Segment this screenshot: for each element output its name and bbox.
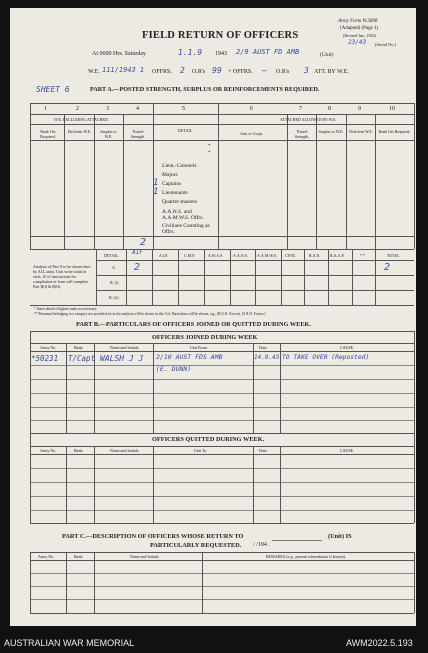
note-highest-ranks: * Insert detail of highest ranks as necessary. bbox=[34, 307, 98, 311]
col-number-1: 1 bbox=[44, 106, 47, 112]
we-hand: 111/1943 1 bbox=[102, 66, 145, 74]
joined-rank: T/Capt bbox=[68, 354, 96, 363]
joined-date: 14.9.43 bbox=[254, 354, 280, 361]
ors-hand: 99 bbox=[212, 66, 222, 75]
serial-label: (Serial No.) bbox=[375, 42, 397, 47]
col-number-9: 9 bbox=[358, 106, 361, 112]
part-c-header-remarks: REMARKS (e.g., present whereabouts if known). bbox=[266, 554, 346, 559]
ors-label: O.R's bbox=[192, 69, 206, 75]
col-number-6: 6 bbox=[250, 106, 253, 112]
part-c-date: / /194 . bbox=[253, 542, 270, 548]
detail-header-stars: * * bbox=[360, 253, 365, 258]
row-a-aif-hand: 2 bbox=[134, 262, 141, 273]
captains-posted-hand: 1 bbox=[153, 178, 159, 188]
joined-header-name: Name and Initials. bbox=[110, 345, 140, 350]
att-label: ATT. BY W.E. bbox=[314, 69, 349, 75]
plus-offrs-hand: — bbox=[262, 66, 267, 75]
joined-unit-from-2: (E. DUNN) bbox=[156, 365, 192, 373]
quitted-header-name: Name and Initials. bbox=[110, 448, 140, 453]
joined-cause: TO TAKE OVER (Reposted) bbox=[282, 354, 370, 361]
sheet-hand: SHEET 6 bbox=[36, 85, 70, 94]
unit-label: (Unit) bbox=[320, 52, 334, 58]
joined-header-cause: CAUSE. bbox=[340, 345, 355, 350]
total-posted-hand: 2 bbox=[140, 237, 147, 248]
part-c-title: PART C.—DESCRIPTION OF OFFICERS WHOSE RETURN TO bbox=[62, 533, 244, 540]
plus-offrs-label: + OFFRS. bbox=[228, 69, 253, 75]
at-hours-line: At 0600 Hrs. Saturday bbox=[92, 51, 146, 57]
part-b-title: PART B.—PARTICULARS OF OFFICERS JOINED OR QUITTED DURING WEEK. bbox=[76, 321, 312, 328]
header-posted-strength: Posted Strength. bbox=[130, 129, 146, 139]
footer-right: AWM2022.5.193 bbox=[346, 638, 413, 648]
col-number-3: 3 bbox=[106, 106, 109, 112]
part-c-unit-is: (Unit) IS bbox=[328, 533, 352, 540]
unit-hand: 2/9 AUST FD AMB bbox=[236, 48, 300, 56]
quitted-header-unit-to: Unit To. bbox=[194, 448, 208, 453]
header-deficient-we: Deficient W.E. bbox=[67, 129, 92, 134]
plus-ors-hand: 3 bbox=[304, 66, 309, 75]
part-c-header-rank: Rank. bbox=[74, 554, 84, 559]
col-number-7: 7 bbox=[299, 106, 302, 112]
army-form-number: Army Form W.3008 bbox=[338, 19, 378, 24]
detail-header-aif: A.I.F. bbox=[159, 253, 169, 258]
detail-header-cmf: C.M.F. bbox=[184, 253, 196, 258]
joined-title: OFFICERS JOINED DURING WEEK bbox=[152, 334, 258, 341]
we-label: W.E. bbox=[88, 69, 100, 75]
header-deficient-we-2: Deficient W.E. bbox=[349, 129, 373, 134]
detail-header-aans: A.A.N.S. bbox=[233, 253, 248, 258]
joined-header-army-no: Army No. bbox=[40, 345, 57, 350]
rank-majors: Majors bbox=[162, 172, 178, 178]
adapted-label: (Adapted) (Page 1) bbox=[340, 26, 379, 31]
offrs-hand: 2 bbox=[180, 66, 185, 75]
col-number-2: 2 bbox=[76, 106, 79, 112]
header-surplus-we-2: Surplus to W.E. bbox=[318, 129, 344, 134]
part-c-requested: PARTICULARLY REQUESTED. bbox=[150, 542, 242, 549]
detail-header-aif-hand: AIF bbox=[132, 249, 143, 256]
note-other-category: ** Personnel belonging to a category not provided for in the analysis will be shown in this Col. Particulars will be shown, e.g., (B U.K. Forces), (S R.N. Forces.) bbox=[34, 312, 266, 316]
rank-lieut-colonels: Lieut.-Colonels bbox=[162, 163, 197, 169]
joined-unit-from: 2/10 AUST FDS AMB bbox=[156, 353, 223, 361]
header-rank-required: Rank Ors Required. bbox=[40, 129, 56, 139]
rank-lieutenants: Lieutenants bbox=[162, 190, 188, 196]
revised-label: (Revised Jan., 1943) bbox=[343, 33, 376, 38]
header-detail: DETAIL. bbox=[178, 128, 194, 133]
joined-header-rank: Rank. bbox=[74, 345, 84, 350]
rank-aans: A.A.N.S. and A.A.M.W.S. Offrs. bbox=[162, 209, 204, 221]
col-number-8: 8 bbox=[328, 106, 331, 112]
form-sheet: FIELD RETURN OF OFFICERS Army Form W.3008 (Adapted) (Page 1) (Revised Jan., 1943) 23/43 (Serial No.) At 0600 Hrs. Saturday 1.1.9 1943 2/9 AUST FD AMB (Unit) W.E. 111/1943 1 OFFRS. 2 O.R's 99 + OFFRS. — O.R's 3 ATT. BY W.E. SHEET 6 PART A.—POSTED STRENGTH, SURPLUS OR REINFORCEMENTS REQUIRED. 1 2 3 4 5 6 7 8 9 10 W.E. EXCLUDING ATTACHED. ATTACHED ALLOWED BY W.E. Rank Ors Required. Deficient W.E. Surplus to W.E. Posted Strength. DETAIL. Arm or Corps. Posted Strength. Surplus to W.E. Deficient W.E. Rank Ors Required. * * Lieut.-Colonels Majors Captains Lieutenants Quarter-masters A.A.N.S. and A.A.M.W.S. Offrs. Civilians Counting as Offrs. 1 1 2 Analysis of Part A to be shown here by ALL units. Unit write totals in each, 10 of instructions for compilation of form will complete Part B(I) & B(II). DETAIL. AIF A.I.F. C.M.F. A.W.A.S. A.A.N.S. A.A.M.W.S. CIVIL. R.A.N. R.A.A.F. * * TOTAL. A. B. (i) B. (ii) 2 2 * Insert detail of highest ranks as necessary. ** Personnel belonging to a category not provided for in the analysis will be shown in this Col. Particulars will be shown, e.g., (B U.K. Forces), (S R.N. Forces.) PART B.—PARTICULARS OF OFFICERS JOINED OR QUITTED DURING WEEK. OFFICERS JOINED DURING WEEK Army No. Rank. Name and Initials. Unit From. Date. CAUSE. *50231 T/Capt WALSH J J 2/10 AUST FDS AMB (E. DUNN) 14.9.43 TO TAKE OVER (Reposted) OFFICERS QUITTED DURING WEEK. Army No. Rank. Name and Initials. Unit To. Date. CAUSE. PART C.—DESCRIPTION OF OFFICERS WHOSE RETURN TO (Unit) IS PARTICULARLY REQUESTED. / /194 . Army No. Rank. Name and Initials. REMARKS (e.g., present whereabouts if known). bbox=[10, 8, 416, 626]
quitted-header-rank: Rank. bbox=[74, 448, 84, 453]
quitted-title: OFFICERS QUITTED DURING WEEK. bbox=[152, 436, 265, 443]
header-surplus-we: Surplus to W.E. bbox=[100, 129, 117, 139]
joined-army-no: *50231 bbox=[31, 354, 59, 363]
footer-left: AUSTRALIAN WAR MEMORIAL bbox=[4, 638, 135, 648]
form-title: FIELD RETURN OF OFFICERS bbox=[142, 30, 299, 41]
detail-header-total: TOTAL. bbox=[387, 253, 401, 258]
detail-header-raaf: R.A.A.F. bbox=[330, 253, 345, 258]
quitted-header-date: Date. bbox=[259, 448, 268, 453]
header-rank-required-2: Rank Ors Required. bbox=[378, 129, 411, 134]
lieutenants-posted-hand: 1 bbox=[153, 187, 159, 197]
quitted-header-cause: CAUSE. bbox=[340, 448, 355, 453]
attached-allowed-label: ATTACHED ALLOWED BY W.E. bbox=[280, 117, 337, 122]
detail-row-bii: B. (ii) bbox=[109, 295, 119, 300]
part-c-header-army-no: Army No. bbox=[38, 554, 55, 559]
joined-header-unit-from: Unit From. bbox=[190, 345, 208, 350]
analysis-note: Analysis of Part A to be shown here by ALL units. Unit write totals in each, 10 of instructions for compilation of form will complete Part B(I) & B(II). bbox=[33, 264, 91, 289]
joined-header-date: Date. bbox=[259, 345, 268, 350]
rank-captains: Captains bbox=[162, 181, 182, 187]
rank-quartermasters: Quarter-masters bbox=[162, 199, 198, 205]
detail-row-bi: B. (i) bbox=[110, 280, 119, 285]
joined-name: WALSH J J bbox=[100, 354, 144, 363]
we-excluding-label: W.E. EXCLUDING ATTACHED. bbox=[54, 117, 109, 122]
detail-row-a: A. bbox=[112, 265, 116, 270]
detail-header-detail: DETAIL. bbox=[104, 253, 120, 258]
serial-number-hand: 23/43 bbox=[348, 39, 367, 46]
year-label: 1943 bbox=[215, 51, 227, 57]
col-number-5: 5 bbox=[182, 106, 185, 112]
part-a-title: PART A.—POSTED STRENGTH, SURPLUS OR REINFORCEMENTS REQUIRED. bbox=[90, 86, 320, 93]
row-a-total-hand: 2 bbox=[384, 262, 391, 273]
col-number-4: 4 bbox=[136, 106, 139, 112]
header-arm-corps: Arm or Corps. bbox=[240, 131, 264, 136]
plus-ors-label: O.R's bbox=[276, 69, 290, 75]
detail-header-ran: R.A.N. bbox=[309, 253, 321, 258]
col-number-10: 10 bbox=[389, 106, 395, 112]
rank-civilians: Civilians Counting as Offrs. bbox=[162, 223, 210, 235]
quitted-header-army-no: Army No. bbox=[40, 448, 57, 453]
date-hand: 1.1.9 bbox=[178, 48, 203, 57]
detail-header-awas: A.W.A.S. bbox=[208, 253, 224, 258]
detail-header-aamws: A.A.M.W.S. bbox=[257, 253, 277, 258]
offrs-label: OFFRS. bbox=[152, 69, 172, 75]
part-c-header-name: Name and Initials. bbox=[130, 554, 160, 559]
header-posted-strength-2: Posted Strength. bbox=[294, 129, 310, 139]
detail-header-civil: CIVIL. bbox=[285, 253, 297, 258]
